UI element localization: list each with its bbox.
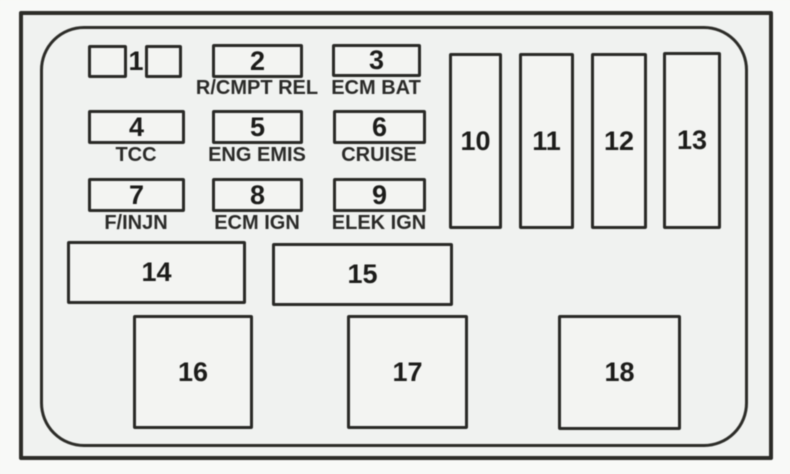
fuse-9-label: ELEK IGN bbox=[331, 212, 427, 234]
fuse-4-box bbox=[88, 110, 185, 144]
fuse-11-number: 11 bbox=[532, 125, 561, 156]
fuse-3-label: ECM BAT bbox=[331, 77, 421, 99]
fuse-7-label: F/INJN bbox=[104, 212, 168, 234]
fuse-8-number: 8 bbox=[249, 179, 266, 210]
fuse-13-box bbox=[663, 52, 721, 229]
fusebox-item-17-number: 17 bbox=[392, 356, 423, 387]
fusebox-item-14-number: 14 bbox=[141, 257, 172, 287]
fusebox-item-15 bbox=[272, 243, 453, 306]
fuse-8-label: ECM IGN bbox=[214, 212, 300, 234]
fuse-4-number: 4 bbox=[128, 111, 145, 142]
fusebox-item-18 bbox=[558, 315, 681, 430]
fuse-8-box bbox=[212, 178, 303, 212]
fusebox-item-16-number: 16 bbox=[177, 356, 209, 387]
fuse-7-box bbox=[88, 178, 185, 212]
fusebox-item-14 bbox=[67, 241, 246, 304]
fuse-2-label: R/CMPT REL bbox=[195, 77, 319, 99]
fuse-7-number: 7 bbox=[128, 179, 145, 210]
fuse-11-box bbox=[519, 53, 574, 229]
fuse-12-number: 12 bbox=[603, 125, 635, 156]
fuse-1-left-cavity bbox=[88, 45, 127, 78]
fuse-1-number-text: 1 bbox=[128, 45, 144, 76]
fuse-1-right-cavity bbox=[145, 45, 182, 78]
fusebox-item-15-number: 15 bbox=[347, 259, 378, 289]
fuse-5-box bbox=[212, 110, 303, 144]
fuse-9-box bbox=[333, 178, 426, 212]
fusebox-item-17 bbox=[347, 315, 468, 429]
fuse-12-box bbox=[591, 53, 647, 229]
fuse-3-number: 3 bbox=[368, 45, 385, 75]
fusebox-item-18-number: 18 bbox=[604, 357, 635, 387]
fuse-13-number: 13 bbox=[676, 125, 708, 155]
fusebox-item-16 bbox=[133, 315, 253, 429]
fuse-5-label: ENG EMIS bbox=[208, 144, 306, 166]
fuse-6-box bbox=[333, 110, 426, 144]
fuse-4-label: TCC bbox=[115, 144, 157, 166]
fuse-6-number: 6 bbox=[371, 111, 388, 142]
fuse-10-number: 10 bbox=[460, 125, 491, 156]
fuse-6-label: CRUISE bbox=[341, 144, 417, 166]
fuse-3-box bbox=[332, 44, 421, 77]
fuse-10-box bbox=[449, 53, 502, 229]
fuse-2-number: 2 bbox=[249, 45, 266, 76]
fuse-2-box bbox=[212, 44, 303, 78]
fuse-5-number: 5 bbox=[249, 111, 266, 142]
fuse-9-number: 9 bbox=[371, 179, 388, 210]
